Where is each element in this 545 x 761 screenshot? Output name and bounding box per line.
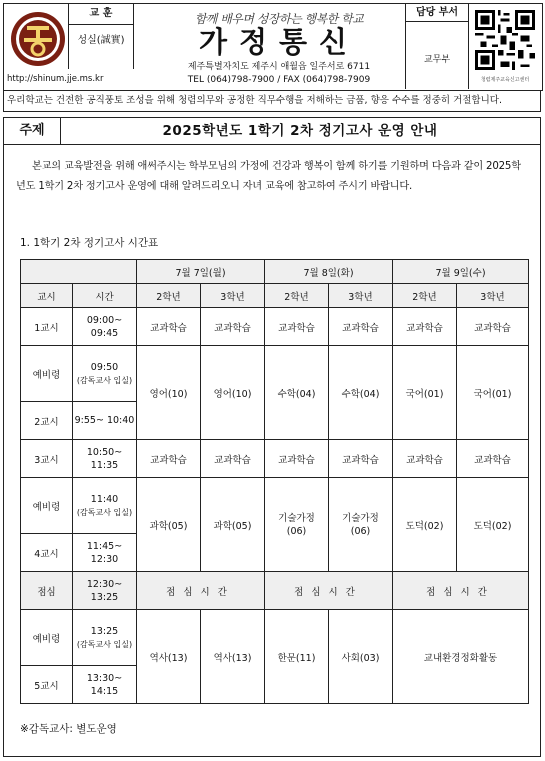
department-label: 담당 부서 bbox=[406, 4, 468, 22]
grade-header: 2학년 bbox=[137, 284, 201, 308]
prep-bell-label: 예비령 bbox=[21, 610, 73, 666]
grade-header: 2학년 bbox=[265, 284, 329, 308]
subject-cell: 영어(10) bbox=[201, 346, 265, 440]
time-cell bbox=[73, 346, 137, 402]
date-header: 7월 9일(수) bbox=[393, 260, 529, 284]
prep-note: (감독교사 입실) bbox=[76, 507, 133, 517]
lunch-cell: 점심시간 bbox=[265, 572, 393, 610]
time-cell: 9:55~ 10:40 bbox=[73, 402, 137, 440]
period-label: 1교시 bbox=[21, 308, 73, 346]
subject-cell: 교과학습 bbox=[201, 440, 265, 478]
period-header: 교시 bbox=[21, 284, 73, 308]
department-box bbox=[405, 4, 469, 89]
subject-cell: 역사(13) bbox=[201, 610, 265, 704]
subject-cell: 역사(13) bbox=[137, 610, 201, 704]
subject-cell: 교과학습 bbox=[137, 308, 201, 346]
time-header: 시간 bbox=[73, 284, 137, 308]
footnote: ※감독교사: 별도운영 bbox=[20, 723, 117, 735]
lunch-cell: 점심시간 bbox=[137, 572, 265, 610]
subject-cell: 교내환경정화활동 bbox=[393, 610, 529, 704]
subject-cell: 영어(10) bbox=[137, 346, 201, 440]
school-phone-fax: TEL (064)798-7900 / FAX (064)798-7909 bbox=[187, 75, 371, 85]
grade-header: 3학년 bbox=[201, 284, 265, 308]
date-header: 7월 8일(화) bbox=[265, 260, 393, 284]
period-label: 2교시 bbox=[21, 402, 73, 440]
prep-time: 13:25 bbox=[90, 625, 119, 637]
subject-cell: 수학(04) bbox=[329, 346, 393, 440]
subject-title: 2025학년도 1학기 2차 정기고사 운영 안내 bbox=[162, 123, 438, 139]
time-cell bbox=[73, 478, 137, 534]
subject-cell: 국어(01) bbox=[393, 346, 457, 440]
time-cell: 10:50~ 11:35 bbox=[73, 440, 137, 478]
lunch-label: 점심 bbox=[21, 572, 73, 610]
prep-bell-label: 예비령 bbox=[21, 346, 73, 402]
qr-caption: 청렴제주교육신고센터 bbox=[480, 77, 530, 83]
intro-paragraph: 본교의 교육발전을 위해 애써주시는 학부모님의 가정에 건강과 행복이 함께 하기를 기원하며 다음과 같이 2025학년도 1학기 2차 정기고사 운영에 대해 알려드리오니 자녀 교육에 참고하여 주시기 바랍니다. bbox=[16, 161, 521, 192]
time-cell: 09:00~ 09:45 bbox=[73, 308, 137, 346]
prep-time: 11:40 bbox=[90, 493, 119, 505]
page-title: 가정통신 bbox=[198, 25, 360, 59]
subject-cell: 기술가정 (06) bbox=[265, 478, 329, 572]
lunch-cell: 점심시간 bbox=[393, 572, 529, 610]
time-cell: 12:30~ 13:25 bbox=[73, 572, 137, 610]
subject-cell: 도덕(02) bbox=[457, 478, 529, 572]
time-cell: 13:30~ 14:15 bbox=[73, 666, 137, 704]
prep-note: (감독교사 입실) bbox=[76, 375, 133, 385]
grade-header: 3학년 bbox=[457, 284, 529, 308]
subject-cell: 과학(05) bbox=[137, 478, 201, 572]
subject-cell: 교과학습 bbox=[393, 308, 457, 346]
school-address: 제주특별자치도 제주시 애월읍 일주서로 6711 bbox=[187, 62, 371, 72]
subject-cell: 도덕(02) bbox=[393, 478, 457, 572]
time-cell: 11:45~ 12:30 bbox=[73, 534, 137, 572]
subject-cell: 사회(03) bbox=[329, 610, 393, 704]
subject-cell: 수학(04) bbox=[265, 346, 329, 440]
school-motto: 성실(誠實) bbox=[77, 35, 125, 46]
exam-schedule-table bbox=[20, 259, 529, 704]
subject-cell: 교과학습 bbox=[329, 308, 393, 346]
subject-cell: 기술가정 (06) bbox=[329, 478, 393, 572]
school-emblem-logo bbox=[10, 11, 66, 67]
header bbox=[3, 3, 543, 91]
subject-cell: 교과학습 bbox=[201, 308, 265, 346]
subject-cell: 교과학습 bbox=[457, 308, 529, 346]
subject-cell: 교과학습 bbox=[329, 440, 393, 478]
time-cell bbox=[73, 610, 137, 666]
subject-cell: 과학(05) bbox=[201, 478, 265, 572]
period-label: 5교시 bbox=[21, 666, 73, 704]
period-label: 3교시 bbox=[21, 440, 73, 478]
department-value: 교무부 bbox=[423, 55, 451, 65]
qr-code-icon[interactable] bbox=[475, 10, 535, 70]
subject-bar bbox=[3, 117, 541, 145]
date-header: 7월 7일(월) bbox=[137, 260, 265, 284]
subject-cell: 교과학습 bbox=[457, 440, 529, 478]
section-title: 1. 1학기 2차 정기고사 시간표 bbox=[20, 237, 159, 249]
subject-cell: 교과학습 bbox=[265, 308, 329, 346]
prep-note: (감독교사 입실) bbox=[76, 639, 133, 649]
subject-cell: 한문(11) bbox=[265, 610, 329, 704]
prep-bell-label: 예비령 bbox=[21, 478, 73, 534]
subject-cell: 교과학습 bbox=[265, 440, 329, 478]
motto-box bbox=[68, 4, 134, 69]
prep-time: 09:50 bbox=[90, 361, 119, 373]
subject-cell: 교과학습 bbox=[137, 440, 201, 478]
school-slogan: 함께 배우며 성장하는 행복한 학교 bbox=[194, 12, 364, 26]
subject-label: 주제 bbox=[4, 118, 61, 144]
subject-cell: 교과학습 bbox=[393, 440, 457, 478]
grade-header: 3학년 bbox=[329, 284, 393, 308]
gyohun-label: 교 훈 bbox=[69, 4, 133, 25]
school-url[interactable]: http://shinum.jje.ms.kr bbox=[7, 74, 104, 84]
period-label: 4교시 bbox=[21, 534, 73, 572]
integrity-notice: 우리학교는 건전한 공직풍토 조성을 위해 청렴의무와 공정한 직무수행을 저해하는 금품, 향응 수수를 정중히 거절합니다. bbox=[3, 90, 541, 112]
table-corner-cell bbox=[21, 260, 137, 284]
subject-cell: 국어(01) bbox=[457, 346, 529, 440]
grade-header: 2학년 bbox=[393, 284, 457, 308]
